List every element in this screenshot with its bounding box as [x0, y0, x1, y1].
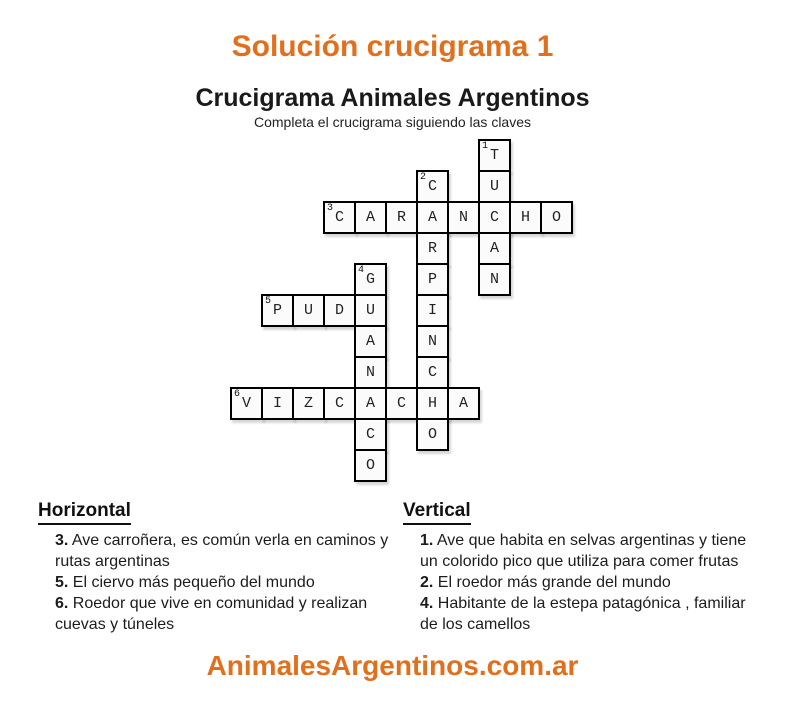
- clue-number-label: 6.: [55, 595, 69, 612]
- horizontal-clues-heading: Horizontal: [38, 500, 131, 525]
- grid-cell: [447, 201, 480, 234]
- cell-letter: P: [427, 271, 437, 288]
- cell-letter: Z: [303, 395, 313, 412]
- clue-vertical-1: [403, 530, 758, 572]
- cell-letter: A: [365, 333, 375, 350]
- grid-cell: [416, 387, 449, 420]
- grid-cell: [478, 201, 511, 234]
- grid-cell: [478, 139, 511, 172]
- grid-cell: [540, 201, 573, 234]
- clue-horizontal-3: [38, 530, 400, 572]
- cell-letter: H: [427, 395, 437, 412]
- cell-letter: C: [396, 395, 406, 412]
- cell-clue-number: 3: [327, 203, 334, 214]
- grid-cell: [478, 263, 511, 296]
- cell-letter: U: [303, 302, 313, 319]
- clue-vertical-4: [403, 593, 758, 635]
- cell-letter: H: [520, 209, 530, 226]
- clue-horizontal-5: [38, 572, 400, 593]
- clue-number-label: 2.: [420, 574, 434, 591]
- website-link[interactable]: AnimalesArgentinos.com.ar: [206, 650, 579, 681]
- cell-letter: O: [551, 209, 561, 226]
- clue-text: Ave carroñera, es común verla en caminos y rutas argentinas: [55, 532, 389, 570]
- grid-cell: [478, 170, 511, 203]
- cell-letter: C: [334, 395, 344, 412]
- cell-letter: N: [489, 271, 499, 288]
- cell-letter: C: [427, 364, 437, 381]
- grid-cell: [416, 201, 449, 234]
- cell-letter: G: [365, 271, 375, 288]
- cell-letter: P: [272, 302, 282, 319]
- grid-cell: [509, 201, 542, 234]
- clue-text: El ciervo más pequeño del mundo: [72, 574, 315, 591]
- cell-letter: D: [334, 302, 344, 319]
- page-title: Solución crucigrama 1: [231, 30, 554, 63]
- cell-clue-number: 5: [265, 296, 272, 307]
- grid-cell: [230, 387, 263, 420]
- cell-letter: O: [427, 426, 437, 443]
- clue-horizontal-6: [38, 593, 400, 635]
- cell-letter: N: [365, 364, 375, 381]
- cell-letter: I: [427, 302, 437, 319]
- grid-cell: [354, 449, 387, 482]
- clue-text: El roedor más grande del mundo: [437, 574, 671, 591]
- grid-cell: [354, 294, 387, 327]
- grid-cell: [354, 201, 387, 234]
- grid-cell: [447, 387, 480, 420]
- grid-cell: [385, 387, 418, 420]
- cell-letter: A: [427, 209, 437, 226]
- grid-cell: [416, 263, 449, 296]
- grid-cell: [261, 387, 294, 420]
- clue-text: Ave que habita en selvas argentinas y tiene un colorido pico que utiliza para comer frutas: [420, 532, 747, 570]
- cell-clue-number: 6: [234, 389, 241, 400]
- grid-cell: [261, 294, 294, 327]
- crossword-heading: Crucigrama Animales Argentinos: [195, 84, 590, 112]
- grid-cell: [292, 294, 325, 327]
- grid-cell: [416, 170, 449, 203]
- grid-cell: [385, 201, 418, 234]
- cell-letter: C: [427, 178, 437, 195]
- cell-letter: U: [489, 178, 499, 195]
- grid-cell: [323, 201, 356, 234]
- grid-cell: [416, 232, 449, 265]
- cell-letter: A: [365, 209, 375, 226]
- cell-letter: C: [489, 209, 499, 226]
- cell-letter: A: [365, 395, 375, 412]
- clue-text: Habitante de la estepa patagónica , familiar de los camellos: [420, 595, 746, 633]
- cell-letter: N: [458, 209, 468, 226]
- cell-clue-number: 4: [358, 265, 365, 276]
- grid-cell: [354, 387, 387, 420]
- clue-number-label: 3.: [55, 532, 69, 549]
- cell-letter: V: [241, 395, 251, 412]
- cell-clue-number: 1: [482, 141, 489, 152]
- grid-cell: [416, 325, 449, 358]
- grid-cell: [354, 325, 387, 358]
- cell-letter: C: [365, 426, 375, 443]
- vertical-clues-heading: Vertical: [403, 500, 471, 525]
- clue-number-label: 1.: [420, 532, 434, 549]
- cell-letter: R: [396, 209, 406, 226]
- horizontal-clues-section: [38, 500, 400, 635]
- crossword-instructions: Completa el crucigrama siguiendo las claves: [253, 114, 532, 130]
- grid-cell: [292, 387, 325, 420]
- grid-cell: [323, 387, 356, 420]
- cell-letter: N: [427, 333, 437, 350]
- cell-letter: A: [489, 240, 499, 257]
- grid-cell: [323, 294, 356, 327]
- grid-cell: [354, 418, 387, 451]
- grid-cell: [416, 356, 449, 389]
- clue-number-label: 4.: [420, 595, 434, 612]
- cell-letter: U: [365, 302, 375, 319]
- clue-text: Roedor que vive en comunidad y realizan cuevas y túneles: [55, 595, 368, 633]
- cell-clue-number: 2: [420, 172, 427, 183]
- grid-cell: [354, 263, 387, 296]
- cell-letter: I: [272, 395, 282, 412]
- clue-vertical-2: [403, 572, 758, 593]
- grid-cell: [416, 294, 449, 327]
- cell-letter: A: [458, 395, 468, 412]
- vertical-clues-section: [403, 500, 758, 635]
- cell-letter: R: [427, 240, 437, 257]
- clue-number-label: 5.: [55, 574, 69, 591]
- cell-letter: O: [365, 457, 375, 474]
- grid-cell: [416, 418, 449, 451]
- grid-cell: [478, 232, 511, 265]
- cell-letter: C: [334, 209, 344, 226]
- grid-cell: [354, 356, 387, 389]
- cell-letter: T: [489, 147, 499, 164]
